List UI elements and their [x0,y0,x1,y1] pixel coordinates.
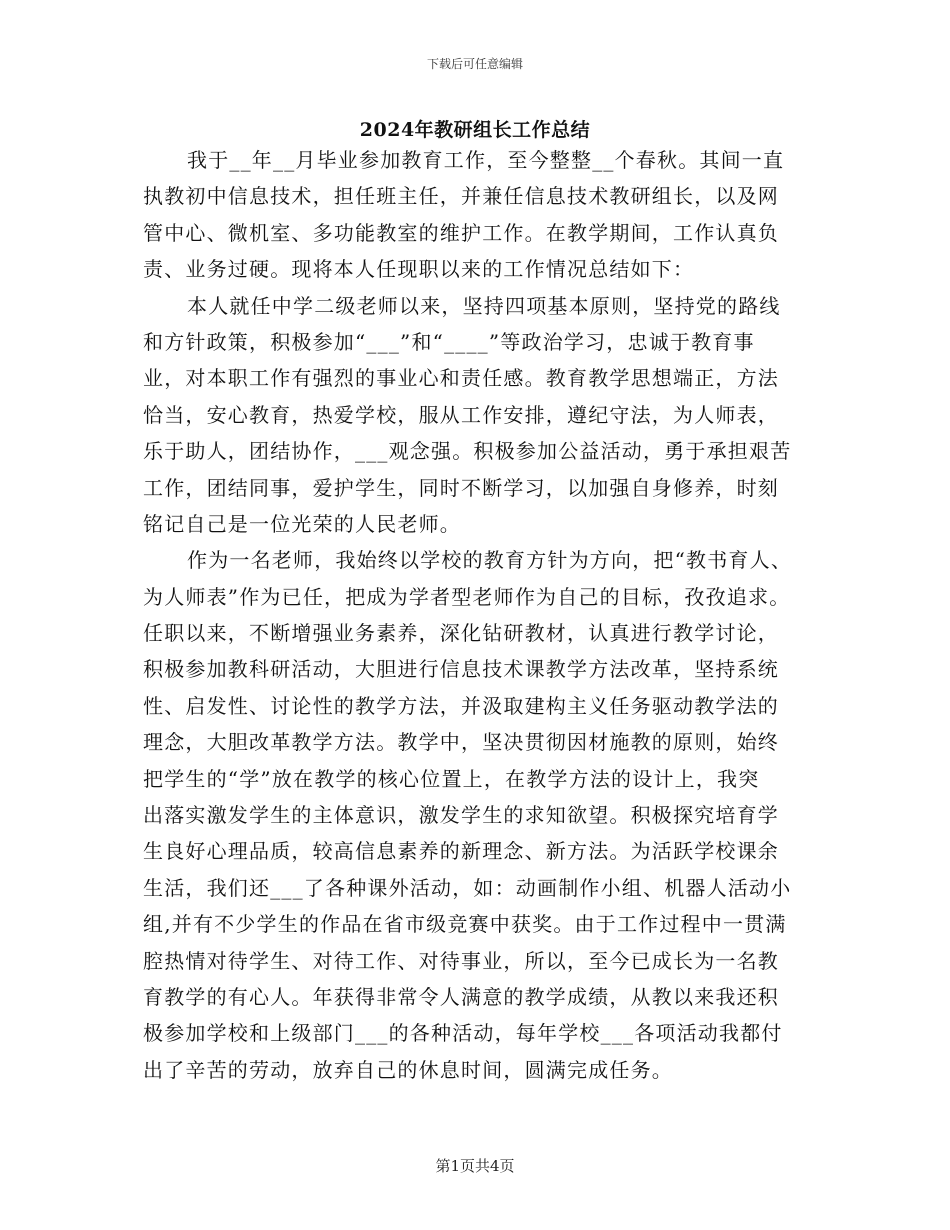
paragraph-line: 任职以来，不断增强业务素养，深化钻研教材，认真进行教学讨论， [143,621,779,646]
paragraph-line: 我于__年__月毕业参加教育工作，至今整整__个春秋。其间一直 [187,148,785,172]
document-body [143,142,823,1088]
document-title: 2024年教研组长工作总结 [359,119,591,141]
paragraph-line: 本人就任中学二级老师以来，坚持四项基本原则，坚持党的路线 [187,293,781,318]
paragraph-line: 组,并有不少学生的作品在省市级竞赛中获奖。由于工作过程中一贯满 [143,912,787,937]
paragraph-line: 乐于助人，团结协作，___观念强。积极参加公益活动，勇于承担艰苦 [143,439,792,464]
paragraph-line: 积极参加教科研活动，大胆进行信息技术课教学方法改革，坚持系统 [143,657,779,682]
paragraph-line: 腔热情对待学生、对待工作、对待事业，所以，至今已成长为一名教 [143,948,779,973]
paragraph-line: 出落实激发学生的主体意识，激发学生的求知欲望。积极探究培育学 [143,803,779,828]
paragraph-line: 生良好心理品质，较高信息素养的新理念、新方法。为活跃学校课余 [143,839,779,864]
paragraph-line: 管中心、微机室、多功能教室的维护工作。在教学期间，工作认真负 [143,220,779,245]
paragraph-line: 理念，大胆改革教学方法。教学中，坚决贯彻因材施教的原则，始终 [143,730,779,755]
paragraph-line: 生活，我们还___了各种课外活动，如：动画制作小组、机器人活动小 [143,875,792,900]
paragraph-line: 把学生的“学”放在教学的核心位置上，在教学方法的设计上，我突 [143,766,760,791]
paragraph-line: 责、业务过硬。现将本人任现职以来的工作情况总结如下： [143,257,695,282]
paragraph-line: 恰当，安心教育，热爱学校，服从工作安排，遵纪守法，为人师表， [143,402,779,427]
paragraph-line: 极参加学校和上级部门___的各种活动，每年学校___各项活动我都付 [143,1021,783,1046]
paragraph-line: 执教初中信息技术，担任班主任，并兼任信息技术教研组长，以及网 [143,184,779,209]
paragraph-line: 和方针政策，积极参加“___”和“____”等政治学习，忠诚于教育事 [143,329,755,354]
paragraph-line: 育教学的有心人。年获得非常令人满意的教学成绩，从教以来我还积 [143,984,779,1009]
paragraph-line: 性、启发性、讨论性的教学方法，并汲取建构主义任务驱动教学法的 [143,693,779,718]
page-footer: 第1页共4页 [435,1157,515,1175]
paragraph-line: 铭记自己是一位光荣的人民老师。 [143,511,461,536]
paragraph-line: 业，对本职工作有强烈的事业心和责任感。教育教学思想端正，方法 [143,366,779,391]
paragraph-line: 作为一名老师，我始终以学校的教育方针为方向，把“教书育人、 [187,548,793,573]
paragraph-line: 工作，团结同事，爱护学生，同时不断学习，以加强自身修养，时刻 [143,475,779,500]
paragraph-line: 为人师表”作为已任，把成为学者型老师作为自己的目标，孜孜追求。 [143,584,791,609]
paragraph-line: 出了辛苦的劳动，放弃自己的休息时间，圆满完成任务。 [143,1057,673,1082]
page-header: 下载后可任意编辑 [426,57,523,71]
